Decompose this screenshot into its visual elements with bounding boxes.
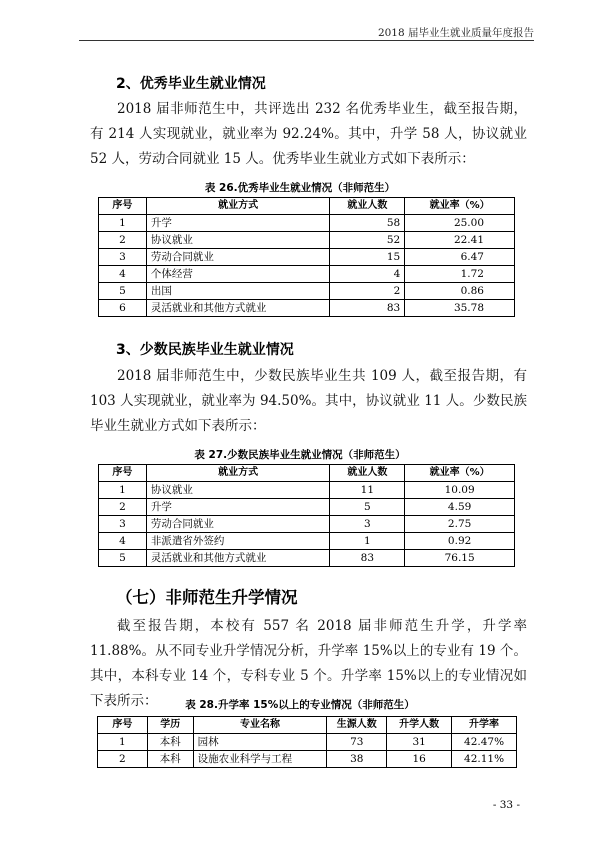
cell-study-rate: 42.11% (452, 751, 517, 768)
page-number: - 33 - (492, 799, 520, 811)
cell-method: 升学 (146, 499, 330, 516)
section-heading-further-study: （七）非师范生升学情况 (116, 588, 298, 607)
cell-count: 5 (330, 499, 405, 516)
table-row (99, 266, 515, 283)
cell-count: 58 (330, 215, 405, 232)
column-header: 就业方式 (146, 465, 330, 482)
table-row (98, 734, 517, 751)
cell-index: 4 (99, 266, 147, 283)
cell-method: 劳动合同就业 (146, 249, 330, 266)
table-row (99, 499, 515, 516)
cell-index: 2 (99, 499, 147, 516)
column-header: 序号 (98, 717, 148, 734)
section-heading-outstanding-graduates: 2、优秀毕业生就业情况 (116, 76, 266, 92)
cell-major: 设施农业科学与工程 (193, 751, 327, 768)
cell-method: 出国 (146, 283, 330, 300)
cell-degree: 本科 (147, 734, 193, 751)
column-header: 生源人数 (327, 717, 387, 734)
table-header-row (99, 198, 515, 215)
table-row (99, 550, 515, 567)
column-header: 就业方式 (146, 198, 330, 215)
column-header: 升学人数 (387, 717, 452, 734)
column-header: 就业人数 (330, 198, 405, 215)
table-row (99, 249, 515, 266)
table-27 (98, 464, 515, 567)
cell-index: 5 (99, 283, 147, 300)
running-header: 2018 届毕业生就业质量年度报告 (377, 27, 534, 39)
table-28 (97, 716, 517, 768)
cell-source-count: 73 (327, 734, 387, 751)
section-heading-minority-graduates: 3、少数民族毕业生就业情况 (116, 342, 294, 358)
cell-count: 83 (330, 300, 405, 317)
cell-count: 11 (330, 482, 405, 499)
cell-rate: 76.15 (405, 550, 515, 567)
column-header: 专业名称 (193, 717, 327, 734)
cell-index: 1 (99, 215, 147, 232)
cell-degree: 本科 (147, 751, 193, 768)
cell-index: 2 (99, 232, 147, 249)
cell-rate: 10.09 (405, 482, 515, 499)
table-28-caption: 表 28.升学率 15%以上的专业情况（非师范生） (185, 699, 415, 711)
cell-rate: 35.78 (405, 300, 515, 317)
cell-index: 1 (98, 734, 148, 751)
cell-index: 3 (99, 516, 147, 533)
table-row (99, 215, 515, 232)
cell-method: 灵活就业和其他方式就业 (146, 300, 330, 317)
cell-method: 协议就业 (146, 482, 330, 499)
cell-study-count: 31 (387, 734, 452, 751)
cell-index: 2 (98, 751, 148, 768)
cell-major: 园林 (193, 734, 327, 751)
cell-index: 6 (99, 300, 147, 317)
cell-count: 52 (330, 232, 405, 249)
cell-count: 83 (330, 550, 405, 567)
cell-count: 1 (330, 533, 405, 550)
cell-count: 15 (330, 249, 405, 266)
cell-method: 灵活就业和其他方式就业 (146, 550, 330, 567)
paragraph-outstanding-graduates: 2018 届非师范生中，共评选出 232 名优秀毕业生，截至报告期，有 214 人实现就业，就业率为 92.24%。其中，升学 58 人，协议就业 52 人，劳动合同就业 15 人。优秀毕业生就业方式如下表所示： (90, 101, 527, 167)
table-row (99, 283, 515, 300)
table-row (99, 516, 515, 533)
table-row (98, 751, 517, 768)
table-26 (98, 197, 515, 317)
table-27-caption: 表 27.少数民族毕业生就业情况（非师范生） (194, 449, 406, 461)
cell-rate: 6.47 (405, 249, 515, 266)
cell-rate: 25.00 (405, 215, 515, 232)
cell-count: 3 (330, 516, 405, 533)
column-header: 学历 (147, 717, 193, 734)
column-header: 升学率 (452, 717, 517, 734)
table-header-row (99, 465, 515, 482)
cell-count: 4 (330, 266, 405, 283)
cell-rate: 4.59 (405, 499, 515, 516)
cell-rate: 0.92 (405, 533, 515, 550)
cell-index: 1 (99, 482, 147, 499)
column-header: 序号 (99, 198, 147, 215)
cell-method: 协议就业 (146, 232, 330, 249)
paragraph-minority-graduates: 2018 届非师范生中，少数民族毕业生共 109 人，截至报告期，有 103 人实现就业，就业率为 94.50%。其中，协议就业 11 人。少数民族毕业生就业方式如下表所示： (90, 368, 527, 434)
column-header: 就业率（%） (405, 198, 515, 215)
cell-method: 非派遣省外签约 (146, 533, 330, 550)
cell-study-rate: 42.47% (452, 734, 517, 751)
cell-rate: 2.75 (405, 516, 515, 533)
table-row (99, 232, 515, 249)
cell-source-count: 38 (327, 751, 387, 768)
cell-method: 升学 (146, 215, 330, 232)
cell-rate: 1.72 (405, 266, 515, 283)
cell-study-count: 16 (387, 751, 452, 768)
cell-method: 个体经营 (146, 266, 330, 283)
table-26-caption: 表 26.优秀毕业生就业情况（非师范生） (204, 182, 396, 194)
column-header: 序号 (99, 465, 147, 482)
table-row (99, 533, 515, 550)
cell-index: 5 (99, 550, 147, 567)
paragraph-further-study: 截至报告期，本校有 557 名 2018 届非师范生升学，升学率 11.88%。从不同专业升学情况分析，升学率 15%以上的专业有 19 个。其中，本科专业 14 个，专科专业 5 个。升学率 15%以上的专业情况如下表所示： (90, 618, 527, 709)
cell-rate: 22.41 (405, 232, 515, 249)
column-header: 就业率（%） (405, 465, 515, 482)
cell-count: 2 (330, 283, 405, 300)
cell-index: 4 (99, 533, 147, 550)
header-rule (79, 40, 534, 41)
column-header: 就业人数 (330, 465, 405, 482)
table-row (99, 482, 515, 499)
table-header-row (98, 717, 517, 734)
cell-rate: 0.86 (405, 283, 515, 300)
cell-method: 劳动合同就业 (146, 516, 330, 533)
table-row (99, 300, 515, 317)
cell-index: 3 (99, 249, 147, 266)
